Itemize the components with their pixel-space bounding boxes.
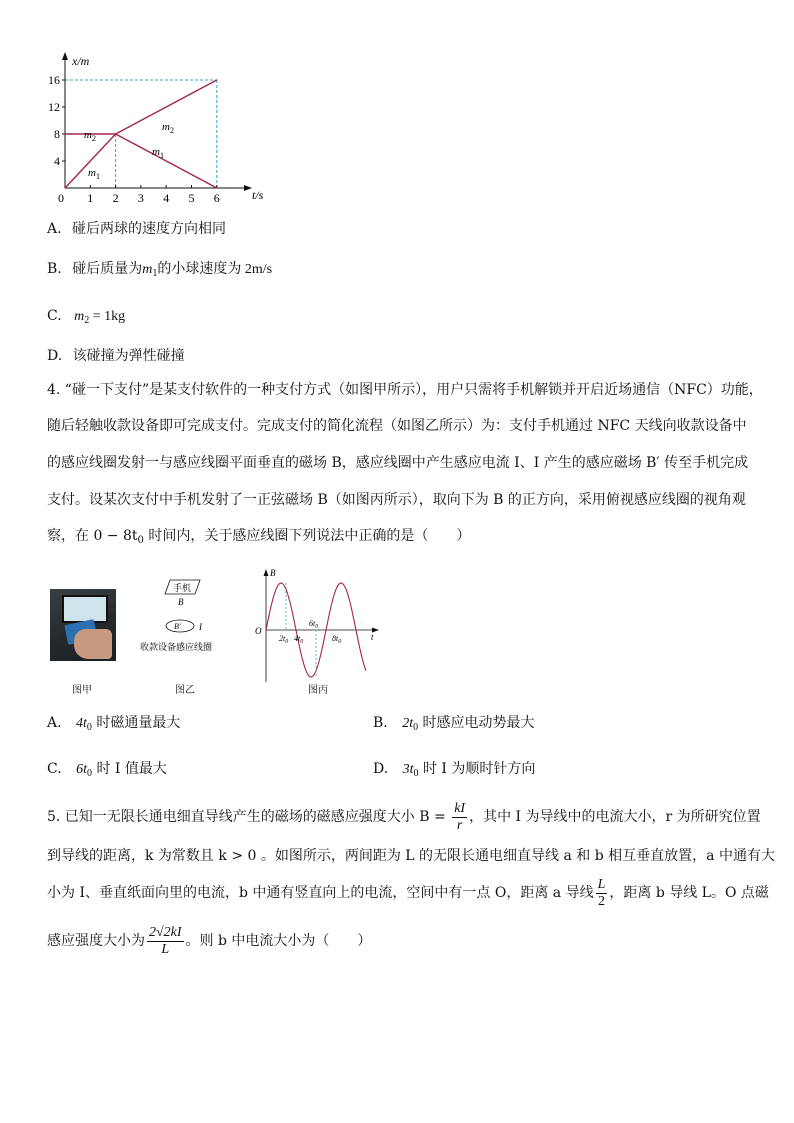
label-m1-left: $m_1$ [88, 167, 100, 181]
fig-jia-photo [50, 589, 116, 661]
fraction-L-over-2 [596, 877, 608, 910]
bing-B-label: B [270, 568, 276, 578]
option-post: 时 I 为顺时针方向 [418, 761, 536, 777]
point-m2-0 [64, 133, 65, 134]
hand-shape [74, 629, 112, 659]
frac-num: kI [454, 800, 466, 816]
option-letter: A. [47, 221, 62, 237]
x-tick-label: 4 [163, 191, 170, 205]
q5-line-3-post: ，距离 b 导线 L。O 点磁 [609, 885, 769, 901]
q4-option-d[interactable] [373, 759, 535, 780]
y-tick-label: 4 [54, 154, 60, 168]
y-tick-label: 12 [48, 100, 60, 114]
y-axis-label: x/m [72, 54, 90, 68]
option-sub: 0 [86, 722, 92, 733]
q5-line-1-post: ，其中 I 为导线中的电流大小，r 为所研究位置 [469, 809, 761, 825]
x-axis-label: t/s [252, 188, 264, 202]
q5-line-4 [47, 922, 371, 960]
q5-line-4-post: 。则 b 中电流大小为（ ） [185, 933, 372, 949]
yi-B-label: B [178, 597, 184, 607]
fig-yi-diagram [138, 574, 230, 654]
option-letter: B. [47, 261, 62, 277]
option-text-post: = 1kg [89, 309, 126, 324]
fraction-kI-over-r [452, 801, 467, 834]
point-m2-1 [115, 133, 116, 134]
fig-jia-caption: 图甲 [72, 685, 92, 696]
option-sub: 1 [152, 268, 158, 279]
bing-tick-8t0: $8t_0$ [332, 634, 342, 645]
label-m1-right: $m_1$ [152, 146, 164, 160]
fraction-field-value [147, 925, 184, 958]
option-coef: 3t [402, 762, 414, 777]
option-post: 时磁通量最大 [91, 715, 181, 731]
bing-tick-6t0: $6t_0$ [309, 619, 319, 630]
x-tick-label: 0 [58, 191, 64, 205]
option-var: m [142, 262, 153, 277]
q5-line-4-pre: 感应强度大小为 [47, 933, 145, 949]
point-m1-0 [64, 187, 65, 188]
q4-option-b[interactable] [373, 713, 535, 734]
option-coef: 2t [402, 716, 414, 731]
device-screen [62, 595, 108, 623]
x-tick-label: 2 [112, 191, 119, 205]
option-coef: 6t [76, 762, 88, 777]
yi-coil-label: 收款设备感应线圈 [140, 642, 213, 652]
series-line-m2 [65, 80, 217, 134]
option-letter: B. [373, 715, 388, 731]
q4-option-c[interactable] [47, 759, 167, 780]
y-tick-label: 8 [54, 127, 60, 141]
x-axis-arrow [244, 185, 252, 191]
frac-den: 2 [597, 893, 605, 909]
q3-option-b[interactable] [47, 259, 272, 280]
q4-option-a[interactable] [47, 713, 180, 734]
bing-t-label: t [371, 632, 374, 642]
frac-den: L [161, 941, 170, 957]
option-post: 时 I 值最大 [92, 761, 167, 777]
yi-Bprime-label: B′ [174, 622, 181, 631]
fig-yi-caption: 图乙 [175, 685, 195, 696]
q4-line-5-a: 察，在 0 − 8t [47, 528, 138, 544]
bing-origin-label: O [255, 626, 262, 636]
q3-option-c[interactable] [47, 306, 125, 327]
yi-I-label: I [199, 622, 202, 632]
frac-num: L [597, 876, 606, 892]
q4-line-5-b: 时间内，关于感应线圈下列说法中正确的是（ ） [143, 528, 471, 544]
fig-bing-graph [252, 562, 384, 686]
option-letter: D. [47, 348, 63, 364]
q5-line-3 [47, 874, 769, 912]
q5-line-1 [47, 798, 761, 836]
q5-line-1-pre: 5. 已知一无限长通电细直导线产生的磁场的磁感应强度大小 B = [47, 809, 451, 825]
x-tick-label: 3 [137, 191, 144, 205]
q4-line-1: 4. “碰一下支付”是某支付软件的一种支付方式（如图甲所示），用户只需将手机解锁并开启近场通信（NFC）功能， [47, 382, 763, 398]
option-letter: C. [47, 308, 62, 324]
q5-line-3-pre: 小为 I、垂直纸面向里的电流，b 中通有竖直向上的电流，空间中有一点 O，距离 a 导线 [47, 885, 594, 901]
bing-tick-4t0: $4t_0$ [294, 634, 304, 645]
option-sub: 0 [413, 768, 419, 779]
series-line-m1 [65, 134, 217, 188]
option-var: m [74, 309, 85, 324]
q5-line-2: 到导线的距离，k 为常数且 k > 0 。如图所示，两间距为 L 的无限长通电细直导线 a 和 b 相互垂直放置，a 中通有大 [47, 848, 775, 864]
option-text: 碰后两球的速度方向相同 [72, 221, 227, 237]
option-sub: 0 [87, 768, 93, 779]
q4-line-4: 支付。设某次支付中手机发射了一正弦磁场 B（如图丙所示），取向下为 B 的正方向，采用俯视感应线圈的视角观 [47, 492, 746, 508]
q3-option-d[interactable] [47, 346, 185, 366]
frac-num: 2√2kI [149, 924, 182, 940]
x-tick-label: 5 [188, 191, 195, 205]
q4-line-5-sub: 0 [137, 535, 144, 546]
option-coef: 4t [76, 716, 87, 731]
q4-line-5 [47, 518, 470, 555]
fig-bing-caption: 图丙 [308, 685, 328, 696]
option-text: 该碰撞为弹性碰撞 [72, 348, 185, 364]
label-m2-left: $m_2$ [84, 129, 96, 143]
option-text-post: 的小球速度为 2m/s [157, 262, 273, 277]
option-letter: A. [47, 715, 62, 731]
x-t-graph [40, 45, 280, 215]
point-m2-2 [216, 79, 217, 80]
bing-tick-2t0: $2t_0$ [279, 634, 289, 645]
option-letter: C. [47, 761, 62, 777]
option-sub: 0 [413, 722, 419, 733]
option-sub: 2 [84, 315, 90, 326]
yi-phone-label: 手机 [173, 583, 192, 593]
x-tick-label: 1 [87, 191, 94, 205]
point-m1-2 [216, 187, 217, 188]
option-letter: D. [373, 761, 389, 777]
option-post: 时感应电动势最大 [418, 715, 535, 731]
q3-option-a[interactable] [47, 219, 226, 239]
x-tick-label: 6 [213, 191, 220, 205]
y-tick-label: 16 [48, 73, 60, 87]
y-axis-arrow [62, 52, 68, 60]
frac-den: r [456, 817, 463, 833]
label-m2-right: $m_2$ [162, 121, 174, 135]
y-ticks [48, 73, 65, 168]
bing-B-arrow [264, 569, 269, 576]
q4-line-3: 的感应线圈发射一与感应线圈平面垂直的磁场 B，感应线圈中产生感应电流 I、I 产生的感应磁场 B′ 传至手机完成 [47, 455, 749, 471]
option-text-pre: 碰后质量为 [72, 261, 143, 277]
q4-line-2: 随后轻触收款设备即可完成支付。完成支付的简化流程（如图乙所示）为：支付手机通过 NFC 天线向收款设备中 [47, 418, 747, 434]
